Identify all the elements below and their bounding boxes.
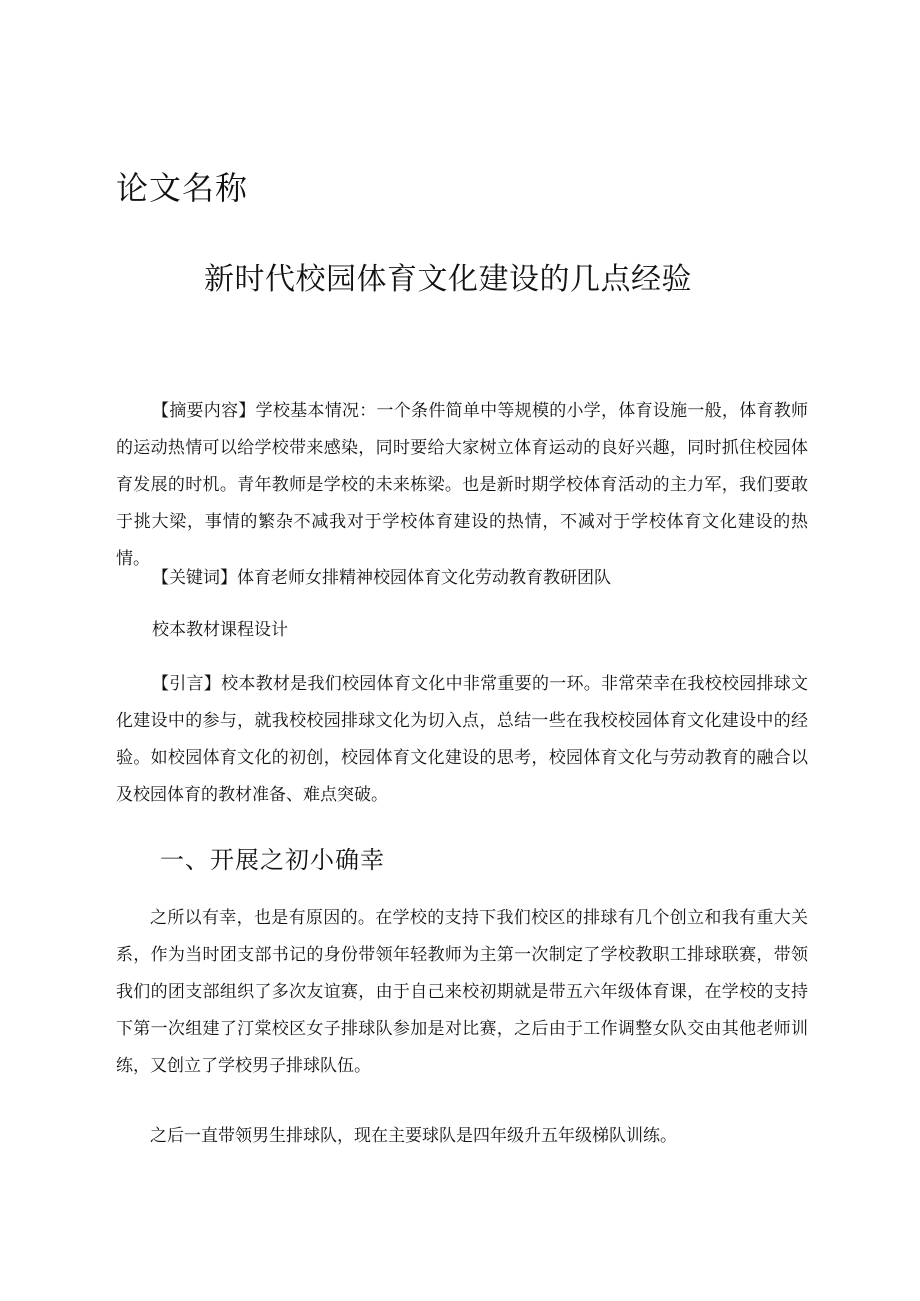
abstract-paragraph — [116, 393, 808, 578]
keywords-text: 体育老师女排精神校园体育文化劳动教育教研团队 — [237, 568, 611, 588]
keywords-tag: 【关键词】 — [152, 568, 237, 588]
section-1-paragraph-1: 之所以有幸，也是有原因的。在学校的支持下我们校区的排球有几个创立和我有重大关系，作为当时团支部书记的身份带领年轻教师为主第一次制定了学校教职工排球联赛，带领我们的团支部组织了多次友谊赛，由于自己来校初期就是带五六年级体育课，在学校的支持下第一次组建了汀棠校区女子排球队参加是对比赛，之后由于工作调整女队交由其他老师训练，又创立了学校男子排球队伍。 — [116, 908, 808, 1076]
keywords-paragraph — [116, 560, 808, 597]
paper-label-title: 论文名称 — [116, 169, 249, 207]
abstract-tag: 【摘要内容】 — [152, 401, 256, 421]
paper-main-title: 新时代校园体育文化建设的几点经验 — [204, 262, 692, 297]
keywords-continuation: 校本教材课程设计 — [152, 620, 288, 640]
introduction-tag: 【引言】 — [152, 674, 222, 694]
introduction-paragraph — [116, 666, 808, 814]
abstract-text: 学校基本情况：一个条件简单中等规模的小学，体育设施一般，体育教师的运动热情可以给学校带来感染，同时要给大家树立体育运动的良好兴趣，同时抓住校园体育发展的时机。青年教师是学校的未来栋梁。也是新时期学校体育活动的主力军，我们要敢于挑大梁，事情的繁杂不减我对于学校体育建设的热情，不减对于学校体育文化建设的热情。 — [116, 401, 809, 569]
section-1-paragraph-2: 之后一直带领男生排球队，现在主要球队是四年级升五年级梯队训练。 — [150, 1126, 677, 1146]
introduction-text: 校本教材是我们校园体育文化中非常重要的一环。非常荣幸在我校校园排球文化建设中的参与，就我校校园排球文化为切入点，总结一些在我校校园体育文化建设中的经验。如校园体育文化的初创，校园体育文化建设的思考，校园体育文化与劳动教育的融合以及校园体育的教材准备、难点突破。 — [116, 674, 809, 805]
section-1-heading: 一、开展之初小确幸 — [160, 846, 385, 874]
